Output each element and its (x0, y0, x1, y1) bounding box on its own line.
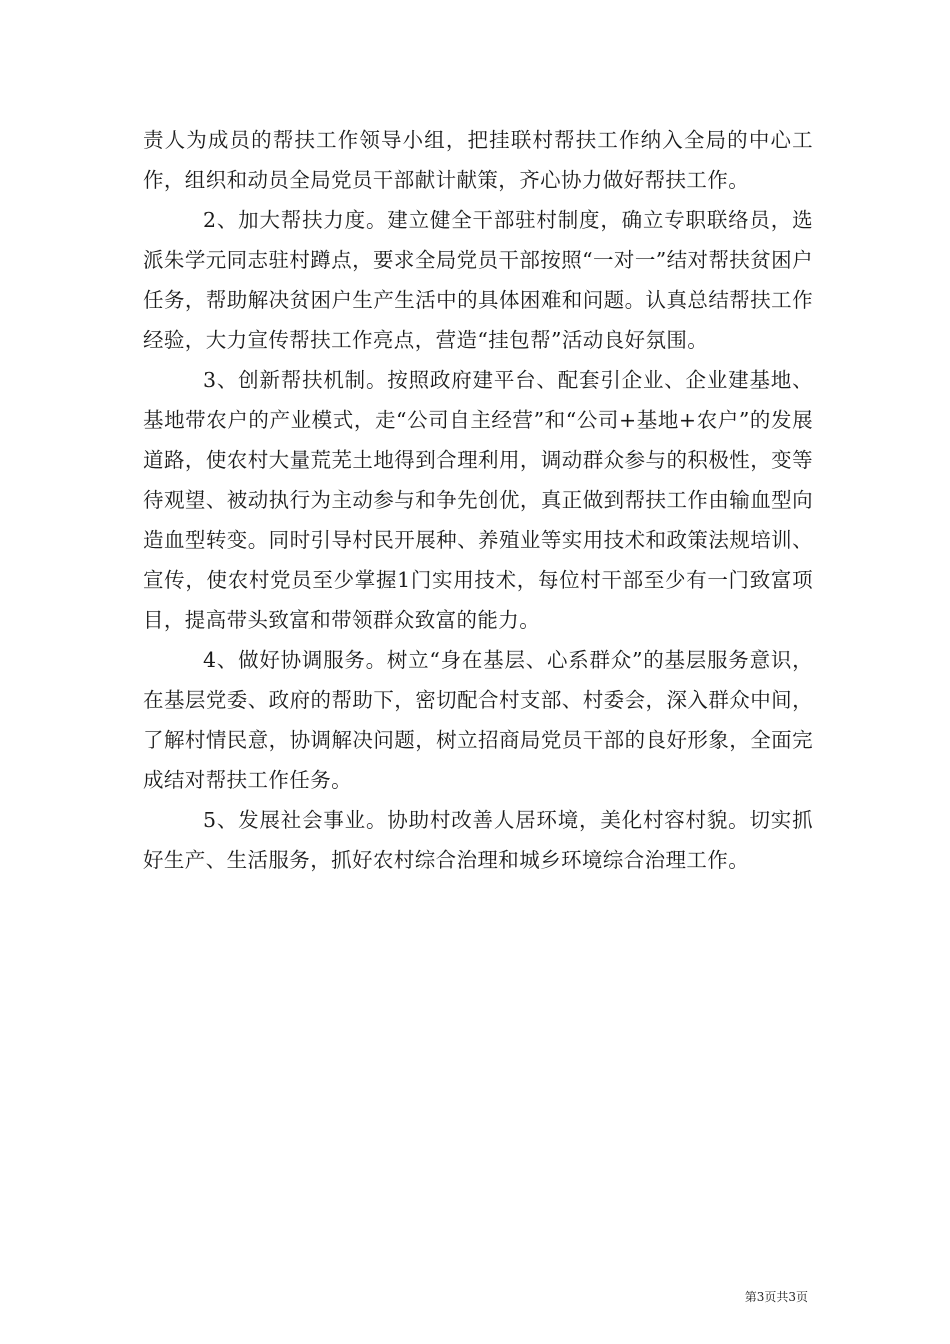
paragraph-item-4: 4、做好协调服务。树立“身在基层、心系群众”的基层服务意识，在基层党委、政府的帮助下，密切配合村支部、村委会，深入群众中间，了解村情民意，协调解决问题，树立招商局党员干部的良好形象，全面完成结对帮扶工作任务。 (143, 648, 813, 792)
paragraph-item-3: 3、创新帮扶机制。按照政府建平台、配套引企业、企业建基地、基地带农户的产业模式，走“公司自主经营”和“公司+基地+农户”的发展道路，使农村大量荒芜土地得到合理利用，调动群众参与的积极性，变等待观望、被动执行为主动参与和争先创优，真正做到帮扶工作由输血型向造血型转变。同时引导村民开展种、养殖业等实用技术和政策法规培训、宣传，使农村党员至少掌握1门实用技术，每位村干部至少有一门致富项目，提高带头致富和带领群众致富的能力。 (143, 368, 813, 632)
paragraph-continuation: 责人为成员的帮扶工作领导小组，把挂联村帮扶工作纳入全局的中心工作，组织和动员全局党员干部献计献策，齐心协力做好帮扶工作。 (143, 128, 813, 192)
paragraph-item-2: 2、加大帮扶力度。建立健全干部驻村制度，确立专职联络员，选派朱学元同志驻村蹲点，要求全局党员干部按照“一对一”结对帮扶贫困户任务，帮助解决贫困户生产生活中的具体困难和问题。认真总结帮扶工作经验，大力宣传帮扶工作亮点，营造“挂包帮”活动良好氛围。 (143, 208, 813, 352)
paragraph-item-5: 5、发展社会事业。协助村改善人居环境，美化村容村貌。切实抓好生产、生活服务，抓好农村综合治理和城乡环境综合治理工作。 (143, 808, 813, 872)
page-number: 第3页共3页 (744, 1290, 808, 1304)
document-body (143, 120, 813, 880)
